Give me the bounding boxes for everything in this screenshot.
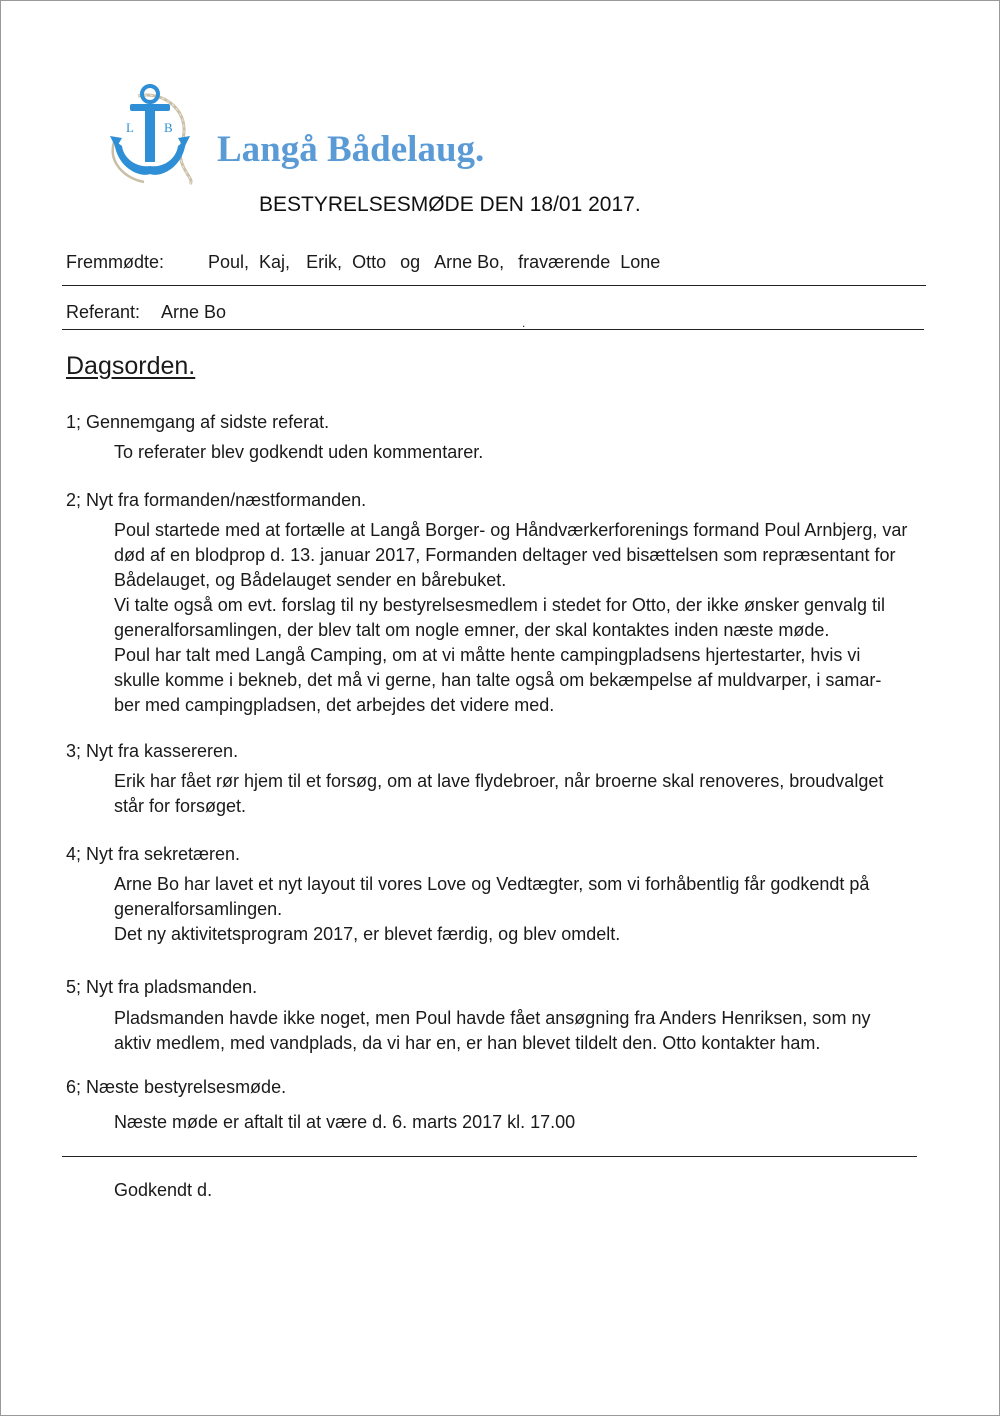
- absent-name: Lone: [620, 252, 661, 272]
- approved-label: Godkendt d.: [114, 1180, 213, 1200]
- agenda-item-heading: 5; Nyt fra pladsmanden.: [66, 977, 258, 997]
- body-line: Poul har talt med Langå Camping, om at vi måtte hente campingpladsens hjertestarter, hvis vi: [114, 645, 861, 665]
- divider-line: [62, 1156, 917, 1157]
- body-line: Bådelauget, og Bådelauget sender en bårebuket.: [114, 570, 507, 590]
- referent-label: Referant:: [66, 302, 141, 322]
- attendee-name: Poul,: [208, 252, 250, 272]
- body-line: aktiv medlem, med vandplads, da vi har en, er han blevet tildelt den. Otto kontakter ham.: [114, 1033, 821, 1053]
- body-line: Pladsmanden havde ikke noget, men Poul havde fået ansøgning fra Anders Henriksen, som ny: [114, 1008, 871, 1028]
- club-name: Langå Bådelaug.: [217, 129, 485, 170]
- body-line: Næste møde er aftalt til at være d. 6. marts 2017 kl. 17.00: [114, 1112, 576, 1132]
- agenda-item-body: [114, 518, 944, 718]
- agenda-item-heading: 4; Nyt fra sekretæren.: [66, 844, 241, 864]
- body-line: generalforsamlingen, der blev talt om nogle emner, der skal kontaktes inden næste møde.: [114, 620, 830, 640]
- agenda-item-heading: 3; Nyt fra kassereren.: [66, 741, 239, 761]
- agenda-item-body: [114, 769, 944, 819]
- body-line: Erik har fået rør hjem til et forsøg, om at lave flydebroer, når broerne skal renoveres, broudvalget: [114, 771, 884, 791]
- attendance-connector: og: [400, 252, 421, 272]
- agenda-item-body: [114, 440, 944, 465]
- agenda-item-heading: 2; Nyt fra formanden/næstformanden.: [66, 490, 367, 510]
- agenda-item-body: [114, 872, 944, 947]
- attendee-name: Arne Bo,: [434, 252, 505, 272]
- agenda-heading: Dagsorden.: [66, 352, 196, 380]
- body-line: skulle komme i bekneb, det må vi gerne, han talte også om bekæmpelse af muldvarper, i samar-: [114, 670, 882, 690]
- body-line: Arne Bo har lavet et nyt layout til vores Love og Vedtægter, som vi forhåbentlig får godkendt på: [114, 874, 870, 894]
- attendance-label: Fremmødte:: [66, 252, 165, 272]
- agenda-item-body: [114, 1006, 944, 1056]
- absence-label: fraværende: [518, 252, 611, 272]
- referent-line: [66, 302, 226, 323]
- body-line: Vi talte også om evt. forslag til ny bestyrelsesmedlem i stedet for Otto, der ikke ønsker genvalg til: [114, 595, 886, 615]
- logo-letter-l: L: [126, 120, 134, 135]
- agenda-item-body: [114, 1110, 944, 1135]
- body-line: generalforsamlingen.: [114, 899, 283, 919]
- body-line: Det ny aktivitetsprogram 2017, er blevet færdig, og blev omdelt.: [114, 924, 621, 944]
- attendance-line: [66, 252, 660, 273]
- body-line: Poul startede med at fortælle at Langå Borger- og Håndværkerforenings formand Poul Arnbjerg, var: [114, 520, 908, 540]
- meeting-title: BESTYRELSESMØDE DEN 18/01 2017.: [259, 193, 641, 216]
- attendee-name: Erik,: [306, 252, 343, 272]
- logo-letter-b: B: [164, 120, 173, 135]
- attendee-name: Kaj,: [259, 252, 291, 272]
- stray-mark: .: [522, 316, 526, 330]
- agenda-item-heading: 1; Gennemgang af sidste referat.: [66, 412, 330, 432]
- referent-name: Arne Bo: [161, 302, 227, 322]
- body-line: død af en blodprop d. 13. januar 2017, Formanden deltager ved bisættelsen som repræsentant for: [114, 545, 896, 565]
- divider-line: [62, 285, 926, 286]
- body-line: ber med campingpladsen, det arbejdes det videre med.: [114, 695, 555, 715]
- anchor-logo-icon: [104, 82, 200, 186]
- attendee-name: Otto: [352, 252, 387, 272]
- agenda-item-heading: 6; Næste bestyrelsesmøde.: [66, 1077, 287, 1097]
- divider-line: [62, 329, 924, 330]
- body-line: To referater blev godkendt uden kommentarer.: [114, 442, 484, 462]
- body-line: står for forsøget.: [114, 796, 247, 816]
